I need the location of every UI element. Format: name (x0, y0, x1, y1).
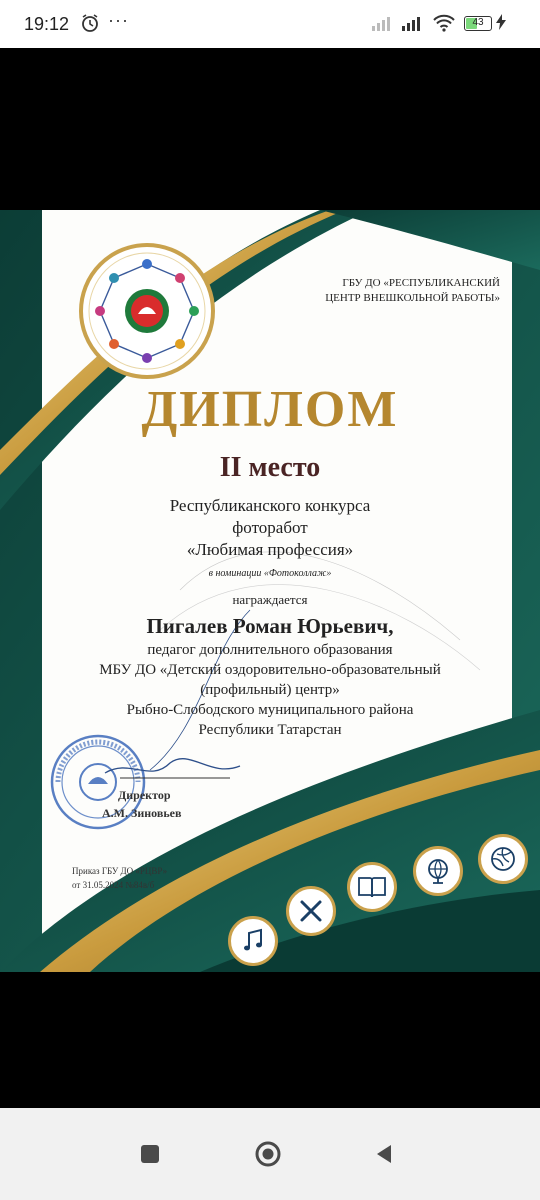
organization-line: (профильный) центр» (200, 682, 340, 698)
charging-icon (496, 14, 506, 33)
signatory-name: А.М. Зиновьев (102, 806, 182, 820)
contest-line: Республиканского конкурса (169, 496, 371, 515)
diploma-image (0, 210, 540, 972)
contest-line: фоторабот (232, 518, 308, 537)
tools-icon (286, 886, 336, 936)
issuer-name (325, 276, 500, 306)
place-label: II место (219, 452, 321, 483)
contest-name: «Любимая профессия» (186, 540, 354, 559)
circle-icon (254, 1140, 282, 1168)
organization-logo (78, 242, 216, 385)
more-notifications-icon: ··· (108, 10, 129, 30)
status-bar (0, 0, 540, 48)
signatory-title: Директор (118, 788, 171, 802)
home-button[interactable] (250, 1136, 286, 1172)
order-reference: Приказ ГБУ ДО «РЦВР» (72, 866, 168, 876)
organization-line: Рыбно-Слободского муниципального района (126, 702, 414, 718)
organization-line: Республики Татарстан (198, 722, 342, 738)
square-icon (140, 1144, 160, 1164)
back-button[interactable] (366, 1136, 402, 1172)
book-icon (347, 862, 397, 912)
battery-percent: 43 (472, 17, 484, 28)
order-date: от 31.05.2024 №84в/б (72, 880, 155, 890)
recipient-role: педагог дополнительного образования (147, 642, 393, 658)
volleyball-icon (478, 834, 528, 884)
organization-line: МБУ ДО «Детский оздоровительно-образовательный (99, 662, 441, 678)
globe-icon (413, 846, 463, 896)
music-icon (228, 916, 278, 966)
signal-icon (402, 15, 426, 36)
recipient-name: Пигалев Роман Юрьевич, (146, 614, 394, 638)
alarm-icon (80, 13, 100, 38)
wifi-icon (432, 14, 456, 37)
diploma-title: ДИПЛОМ (141, 381, 399, 438)
triangle-back-icon (373, 1143, 395, 1165)
recents-button[interactable] (132, 1136, 168, 1172)
status-time: 19:12 (24, 14, 70, 34)
navigation-bar (0, 1108, 540, 1200)
issuer-line: ГБУ ДО «РЕСПУБЛИКАНСКИЙ (342, 277, 500, 289)
signal-icon (372, 15, 394, 36)
awarded-label: награждается (232, 592, 308, 607)
issuer-line: ЦЕНТР ВНЕШКОЛЬНОЙ РАБОТЫ» (325, 292, 500, 304)
nomination: в номинации «Фотоколлаж» (208, 568, 332, 579)
battery-icon (464, 16, 492, 31)
